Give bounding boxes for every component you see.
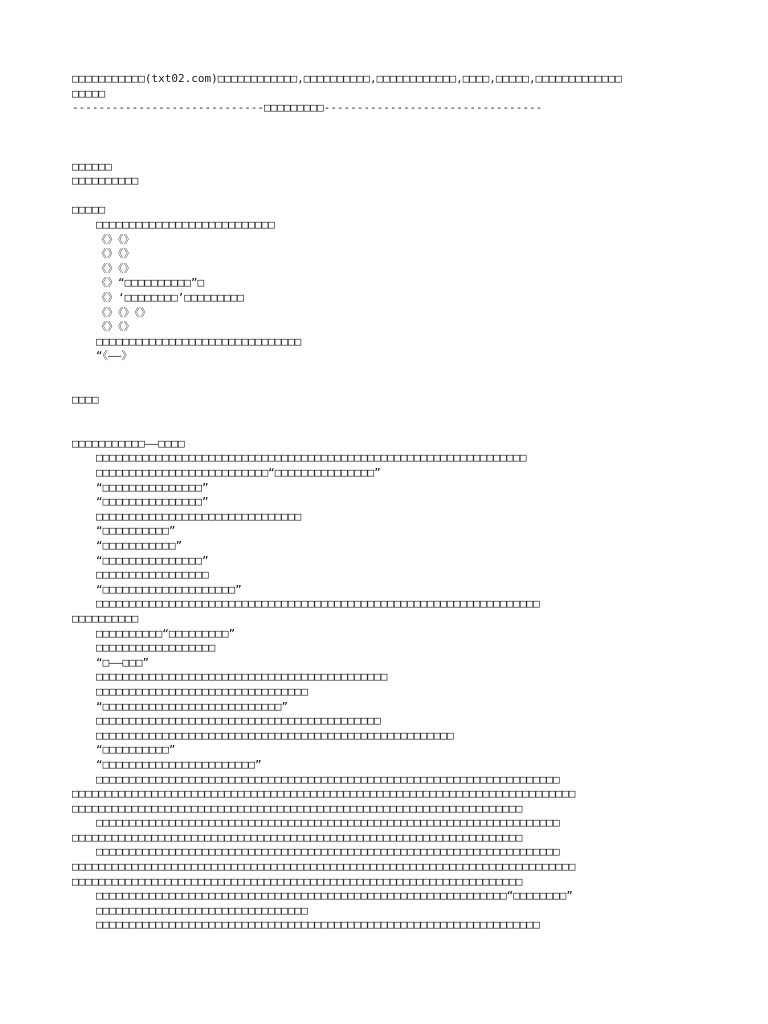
chapter-line: “□□□□□□□□□□” xyxy=(96,524,176,538)
chapter-line: “□□□□□□□□□□□□□□□□□□□□□□□” xyxy=(96,757,262,771)
chapter-line: □□□□□□□□□□□□□□□□□□□□□□□□□□□□□□□□□□□□□□□□□□□□ xyxy=(96,670,388,684)
spacer xyxy=(72,364,700,393)
chapter-line: □□□□□□□□□□“□□□□□□□□□” xyxy=(96,626,236,640)
book-title: □□□□□□ xyxy=(72,159,112,173)
chapter-line: “□——□□□” xyxy=(96,655,149,669)
intro-line: 《》《》 xyxy=(96,247,135,261)
chapter-line: □□□□□□□□□□ xyxy=(72,611,139,625)
intro-line: □□□□□□□□□□□□□□□□□□□□□□□□□□□□□□□ xyxy=(96,334,302,348)
chapter-line: □□□□□□□□□□□□□□□□□□□□□□□□□□□□□□□□□□□□□□□□□□□□□□□□□□□□□□□□□□□□□□□□□□□ xyxy=(96,597,540,611)
header-line: □□□□□□□□□□□(txt02.com)□□□□□□□□□□□□,□□□□□□□□□□,□□□□□□□□□□□□,□□□□,□□□□□,□□□□□□□□□□□□□ xyxy=(72,72,622,85)
intro-body xyxy=(72,218,700,364)
chapter-line: □□□□□□□□□□□□□□□□□□□□□□□□□□□□□□□□□□□□□□□□□□□□□□□□□□□□□□□□□□□□□□“□□□□□□□□” xyxy=(96,889,573,903)
intro-line: “《——》 xyxy=(96,349,133,363)
chapter-line: □□□□□□□□□□□□□□□□□□□□□□□□□□□□□□□□□□□□□□□□□□□□□□□□□□□□□□□□□□□□□□□□□□□□□□□□□□□□ xyxy=(72,860,576,874)
chapter-line: “□□□□□□□□□□□” xyxy=(96,539,183,553)
chapter-line: “□□□□□□□□□□” xyxy=(96,743,176,757)
chapter-line: “□□□□□□□□□□□□□□□□□□□□” xyxy=(96,582,242,596)
chapter-line: □□□□□□□□□□□□□□□□□□□□□□□□□□□□□□□□ xyxy=(96,903,308,917)
chapter-line: □□□□□□□□□□□□□□□□□□□□□□□□□□□□□□□□□□□□□□□□□□□□□□□□□□□□□□□□□□□□□□□□□□□□□□ xyxy=(96,816,560,830)
chapter-line: “□□□□□□□□□□□□□□□” xyxy=(96,553,209,567)
intro-line: 《》《》 xyxy=(96,232,135,246)
header-line-continued: □□□□□ xyxy=(72,86,106,100)
spacer xyxy=(72,116,700,160)
intro-line: 《》《》 xyxy=(96,261,135,275)
chapter-line: “□□□□□□□□□□□□□□□” xyxy=(96,480,209,494)
chapter-line: □□□□□□□□□□□□□□□□□□□□□□□□□□□□□□□□□□□□□□□□□□□□□□□□□□□□□□□□□□□□□□□□□□□□□□□□□□□□ xyxy=(72,787,576,801)
chapter-line: “□□□□□□□□□□□□□□□□□□□□□□□□□□□” xyxy=(96,699,289,713)
chapter-line: □□□□□□□□□□□□□□□□□□ xyxy=(96,641,216,655)
chapter-line: □□□□□□□□□□□□□□□□□□□□□□□□□□□□□□□□□□□□□□□□□□□□□□□□□□□□□□□□□□□□□□□□□□□□ xyxy=(72,801,523,815)
chapter-line: □□□□□□□□□□□□□□□□□□□□□□□□□□□□□□□□□□□□□□□□□□□□□□□□□□□□□□□□□□□□□□□□□□□ xyxy=(96,918,540,932)
intro-line: 《》“□□□□□□□□□□”□ xyxy=(96,276,205,290)
chapter-line: □□□□□□□□□□□□□□□□□□□□□□□□□□“□□□□□□□□□□□□□□□” xyxy=(96,466,381,480)
chapter-title: □□□□□□□□□□□——□□□□ xyxy=(72,436,185,450)
chapter-line: □□□□□□□□□□□□□□□□□□□□□□□□□□□□□□□□□□□□□□□□□□□□□□□□□□□□□□□□□□□□□□□□□ xyxy=(96,451,527,465)
intro-line: 《》‘□□□□□□□□’□□□□□□□□□ xyxy=(96,290,244,304)
spacer xyxy=(72,408,700,437)
intro-line: 《》《》《》 xyxy=(96,305,151,319)
header-divider: -----------------------------□□□□□□□□□--------------------------------- xyxy=(72,101,543,115)
intro-heading: □□□□□ xyxy=(72,203,106,217)
book-author: □□□□□□□□□□ xyxy=(72,174,139,188)
intro-line: 《》《》 xyxy=(96,320,135,334)
chapter-line: “□□□□□□□□□□□□□□□” xyxy=(96,495,209,509)
chapter-line: □□□□□□□□□□□□□□□□□□□□□□□□□□□□□□□□□□□□□□□□□□□□□□□□□□□□□□□□□□□□□□□□□□□□ xyxy=(72,830,523,844)
chapter-body xyxy=(72,451,700,933)
chapter-line: □□□□□□□□□□□□□□□□□□□□□□□□□□□□□□□□□□□□□□□□□□□□□□□□□□□□□□□□□□□□□□□□□□□□ xyxy=(72,874,523,888)
chapter-line: □□□□□□□□□□□□□□□□□ xyxy=(96,568,209,582)
intro-line: □□□□□□□□□□□□□□□□□□□□□□□□□□□ xyxy=(96,217,275,231)
section-heading: □□□□ xyxy=(72,393,99,407)
chapter-line: □□□□□□□□□□□□□□□□□□□□□□□□□□□□□□□□□□□□□□□□□□□□□□□□□□□□□□ xyxy=(96,728,454,742)
chapter-line: □□□□□□□□□□□□□□□□□□□□□□□□□□□□□□□□□□□□□□□□□□□□□□□□□□□□□□□□□□□□□□□□□□□□□□ xyxy=(96,772,560,786)
chapter-line: □□□□□□□□□□□□□□□□□□□□□□□□□□□□□□□□□□□□□□□□□□□□□□□□□□□□□□□□□□□□□□□□□□□□□□ xyxy=(96,845,560,859)
chapter-line: □□□□□□□□□□□□□□□□□□□□□□□□□□□□□□□□□□□□□□□□□□□ xyxy=(96,714,381,728)
spacer xyxy=(72,189,700,204)
chapter-line: □□□□□□□□□□□□□□□□□□□□□□□□□□□□□□□ xyxy=(96,509,302,523)
chapter-line: □□□□□□□□□□□□□□□□□□□□□□□□□□□□□□□□ xyxy=(96,684,308,698)
